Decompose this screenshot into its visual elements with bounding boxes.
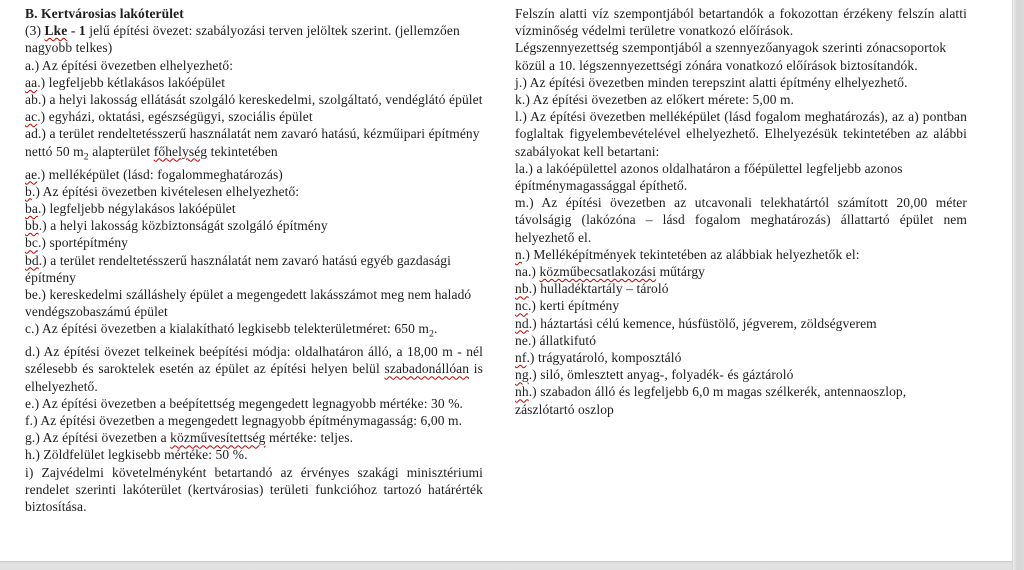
text-run: 2 <box>83 151 89 163</box>
text-run: .) melléképület (lásd: fogalommeghatározás) <box>37 166 283 182</box>
misspelled-text: bc <box>25 235 38 251</box>
paragraph <box>25 74 483 91</box>
text-run: .) kerti építmény <box>527 298 620 314</box>
text-run: .) siló, ömlesztett anyag-, folyadék- és gáztároló <box>528 367 794 383</box>
paragraph <box>25 5 483 22</box>
text-run: 2 <box>429 329 434 341</box>
window-chrome-bottom-edge <box>0 561 1012 570</box>
text-run: .) háztartási célú kemence, húsfüstölő, jégverem, zöldségverem <box>528 315 877 331</box>
paragraph <box>25 234 483 251</box>
misspelled-text: aa <box>25 74 38 90</box>
misspelled-text: ng <box>515 367 529 383</box>
paragraph <box>515 91 967 108</box>
paragraph <box>515 297 967 314</box>
misspelled-text: nb <box>515 281 529 297</box>
text-run: ad.) a terület rendeltetésszerű használatát nem zavaró hatású, kézműipari építmény nettó 50 m <box>25 126 480 159</box>
left-column <box>25 5 483 515</box>
paragraph <box>25 343 483 395</box>
misspelled-text: n <box>515 246 522 262</box>
text-run: műtárgy <box>656 264 706 280</box>
misspelled-text: szabadonállóan <box>384 361 470 377</box>
text-run: Légszennyezettség szempontjából a szennyezőanyagok szerinti zónacsoportok közül a 10. légszennyezettségi zónára vonatkozó előírások biztosítandók. <box>515 40 947 73</box>
paragraph <box>25 125 483 165</box>
paragraph <box>25 464 483 516</box>
paragraph <box>515 160 967 194</box>
paragraph <box>25 412 483 429</box>
right-column <box>515 5 967 515</box>
misspelled-text: közművesítettség <box>170 430 266 446</box>
misspelled-text: Lke <box>44 23 68 39</box>
misspelled-text: nd <box>515 315 529 331</box>
paragraph <box>515 263 967 280</box>
paragraph <box>25 200 483 217</box>
misspelled-text: bb <box>25 218 39 234</box>
text-run: ne.) állatkifutó <box>515 332 597 348</box>
text-run: .) a terület rendeltetésszerű használatát nem zavaró hatású egyéb gazdasági építmény <box>25 252 451 285</box>
misspelled-text: nc <box>515 298 528 314</box>
text-run: i) Zajvédelmi követelményként betartandó az érvényes szakági minisztériumi rendelet szerinti lakóterület (kertvárosias) területi funkcióhoz tartozó határérték biztosítása. <box>25 464 483 515</box>
misspelled-text: főhelység <box>153 143 208 159</box>
window-chrome-right-edge <box>1012 0 1024 570</box>
paragraph <box>515 332 967 349</box>
text-run: j.) Az építési övezetben minden terepszint alatti építmény elhelyezhető. <box>515 74 908 90</box>
text-run: m.) Az építési övezetben az utcavonali telekhatártól számított 20,00 méter távolságig (lakózóna – lásd fogalom meghatározás) állattartó épület nem helyezhető el. <box>515 195 967 245</box>
paragraph <box>515 349 967 366</box>
paragraph <box>25 183 483 200</box>
text-run: tekintetében <box>207 143 278 159</box>
paragraph <box>25 108 483 125</box>
text-run: l.) Az építési övezetben melléképület (lásd fogalom meghatározás), az a) pontban foglaltak figyelembevételével elhelyezhető. Elhelyezésük tekintetében az alábbi szabályokat kell betartani: <box>515 109 967 159</box>
text-run: is elhelyezhető. <box>25 361 483 394</box>
text-run: jelű építési övezet: szabályozási terven jelöltek szerint. (jellemzően nagyobb telkes) <box>25 23 460 56</box>
text-run: be.) kereskedelmi szálláshely épület a megengedett lakásszámot meg nem haladó vendégszobaszámú épület <box>25 286 472 320</box>
text-run: Felszín alatti víz szempontjából betartandók a fokozottan érzékeny felszín alatti vízminőség védelmi területre vonatkozó előírások. <box>515 6 967 39</box>
text-run: k.) Az építési övezetben az előkert mérete: 5,00 m. <box>515 92 795 108</box>
paragraph <box>25 446 483 463</box>
paragraph <box>515 383 967 417</box>
paragraph <box>25 166 483 183</box>
text-run: f.) Az építési övezetben a megengedett legnagyobb építménymagasság: 6,00 m. <box>25 413 463 429</box>
paragraph <box>25 286 483 320</box>
paragraph <box>515 280 967 297</box>
misspelled-text: nh <box>515 384 529 400</box>
paragraph <box>25 217 483 234</box>
paragraph <box>515 39 967 73</box>
text-run: . <box>433 321 438 337</box>
text-run: (3) <box>25 23 45 39</box>
text-run: e.) Az építési övezetben a beépítettség megengedett legnagyobb mértéke: 30 %. <box>25 395 464 411</box>
paragraph <box>25 91 483 108</box>
paragraph <box>515 246 967 263</box>
text-run: na.) <box>515 264 540 280</box>
paragraph <box>515 5 967 39</box>
misspelled-text: bd <box>25 252 39 268</box>
misspelled-text: b <box>25 183 32 199</box>
text-run: .) hulladéktartály – tároló <box>528 281 669 297</box>
paragraph <box>25 429 483 446</box>
text-run: ab.) a helyi lakosság ellátását szolgáló kereskedelmi, szolgáltató, vendéglátó épület <box>25 92 483 108</box>
paragraph <box>515 366 967 383</box>
paragraph <box>25 395 483 412</box>
paragraph <box>25 57 483 74</box>
paragraph <box>25 22 483 56</box>
paragraph <box>515 194 967 246</box>
text-run: mértéke: teljes. <box>265 430 354 446</box>
text-run: .) Az építési övezetben kivételesen elhelyezhető: <box>31 183 300 199</box>
misspelled-text: ba <box>25 200 38 216</box>
text-run: B. Kertvárosias lakóterület <box>25 6 184 21</box>
misspelled-text: ae <box>25 166 38 182</box>
text-run: .) trágyatároló, komposztáló <box>526 350 682 366</box>
paragraph <box>515 74 967 91</box>
misspelled-text: közműbecsatlakozási <box>539 264 657 280</box>
paragraph <box>515 108 967 160</box>
misspelled-text: ac <box>25 109 38 125</box>
text-run: c.) Az építési övezetben a kialakítható legkisebb telekterületméret: 650 m <box>25 321 430 337</box>
misspelled-text: nf <box>515 350 527 366</box>
text-run: .) Melléképítmények tekintetében az alábbiak helyezhetők el: <box>521 246 860 262</box>
text-run: alapterület <box>88 143 154 159</box>
paragraph <box>25 320 483 343</box>
text-run: .) a helyi lakosság közbiztonságát szolgáló építmény <box>38 218 328 234</box>
text-run: .) sportépítmény <box>37 235 129 251</box>
text-run: h.) Zöldfelület legkisebb mértéke: 50 %. <box>25 447 248 463</box>
text-run: g.) Az építési övezetben a <box>25 430 171 446</box>
text-run: la.) a lakóépülettel azonos oldalhatáron a főépülettel legfeljebb azonos építménymagassággal építhető. <box>515 160 903 194</box>
text-run: d.) Az építési övezet telkeinek beépítési módja: oldalhatáron álló, a 18,00 m - nél szélesebb és saroktelek esetén az épület az építési helyen belül <box>25 344 483 377</box>
paragraph <box>25 252 483 286</box>
text-run: .) egyházi, oktatási, egészségügyi, szociális épület <box>37 109 313 125</box>
paragraph <box>515 315 967 332</box>
text-run: a.) Az építési övezetben elhelyezhető: <box>25 57 234 73</box>
text-run: .) legfeljebb négylakásos lakóépület <box>37 200 236 216</box>
text-run: .) szabadon álló és legfeljebb 6,0 m magas szélkerék, antennaoszlop, zászlótartó oszlop <box>515 384 907 417</box>
text-run: .) legfeljebb kétlakásos lakóépület <box>37 74 226 90</box>
text-run: - 1 <box>67 23 86 39</box>
